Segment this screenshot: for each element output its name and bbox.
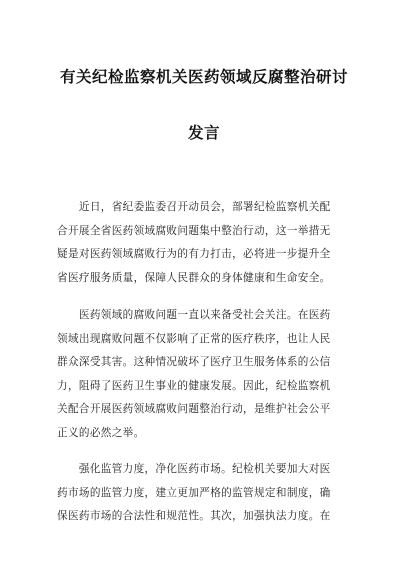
paragraph-line: 领域出现腐败问题不仅影响了正常的医疗秩序，也让人民 <box>57 332 331 345</box>
paragraph-2 <box>57 304 351 445</box>
paragraph-line: 药市场的监管力度，建立更加严格的监管规定和制度，确 <box>57 486 331 499</box>
paragraph-line: 合开展全省医药领域腐败问题集中整治行动，这一举措无 <box>57 224 331 237</box>
document-title-line-1: 有关纪检监察机关医药领域反腐整治研讨 <box>59 68 348 86</box>
paragraph-line: 关配合开展医药领域腐败问题整治行动，是维护社会公平 <box>57 403 331 415</box>
paragraph-line: 疑是对医药领域腐败行为的有力打击，必将进一步提升全 <box>57 248 331 260</box>
paragraph-3 <box>57 458 351 529</box>
paragraph-1 <box>57 196 351 290</box>
paragraph-line: 保医药市场的合法性和规范性。其次，加强执法力度。在 <box>57 510 331 522</box>
paragraph-line: 强化监管力度，净化医药市场。纪检机关要加大对医 <box>57 463 331 475</box>
paragraph-line: 省医疗服务质量，保障人民群众的身体健康和生命安全。 <box>57 271 331 284</box>
paragraph-line: 近日，省纪委监委召开动员会，部署纪检监察机关配 <box>57 201 331 213</box>
document-title-line-2: 发言 <box>187 124 220 142</box>
paragraph-line: 群众深受其害。这种情况破坏了医疗卫生服务体系的公信 <box>57 356 331 368</box>
paragraph-line: 正义的必然之举。 <box>57 426 145 439</box>
paragraph-line: 医药领域的腐败问题一直以来备受社会关注。在医药 <box>57 309 331 321</box>
paragraph-line: 力，阻碍了医药卫生事业的健康发展。因此，纪检监察机 <box>57 379 331 392</box>
